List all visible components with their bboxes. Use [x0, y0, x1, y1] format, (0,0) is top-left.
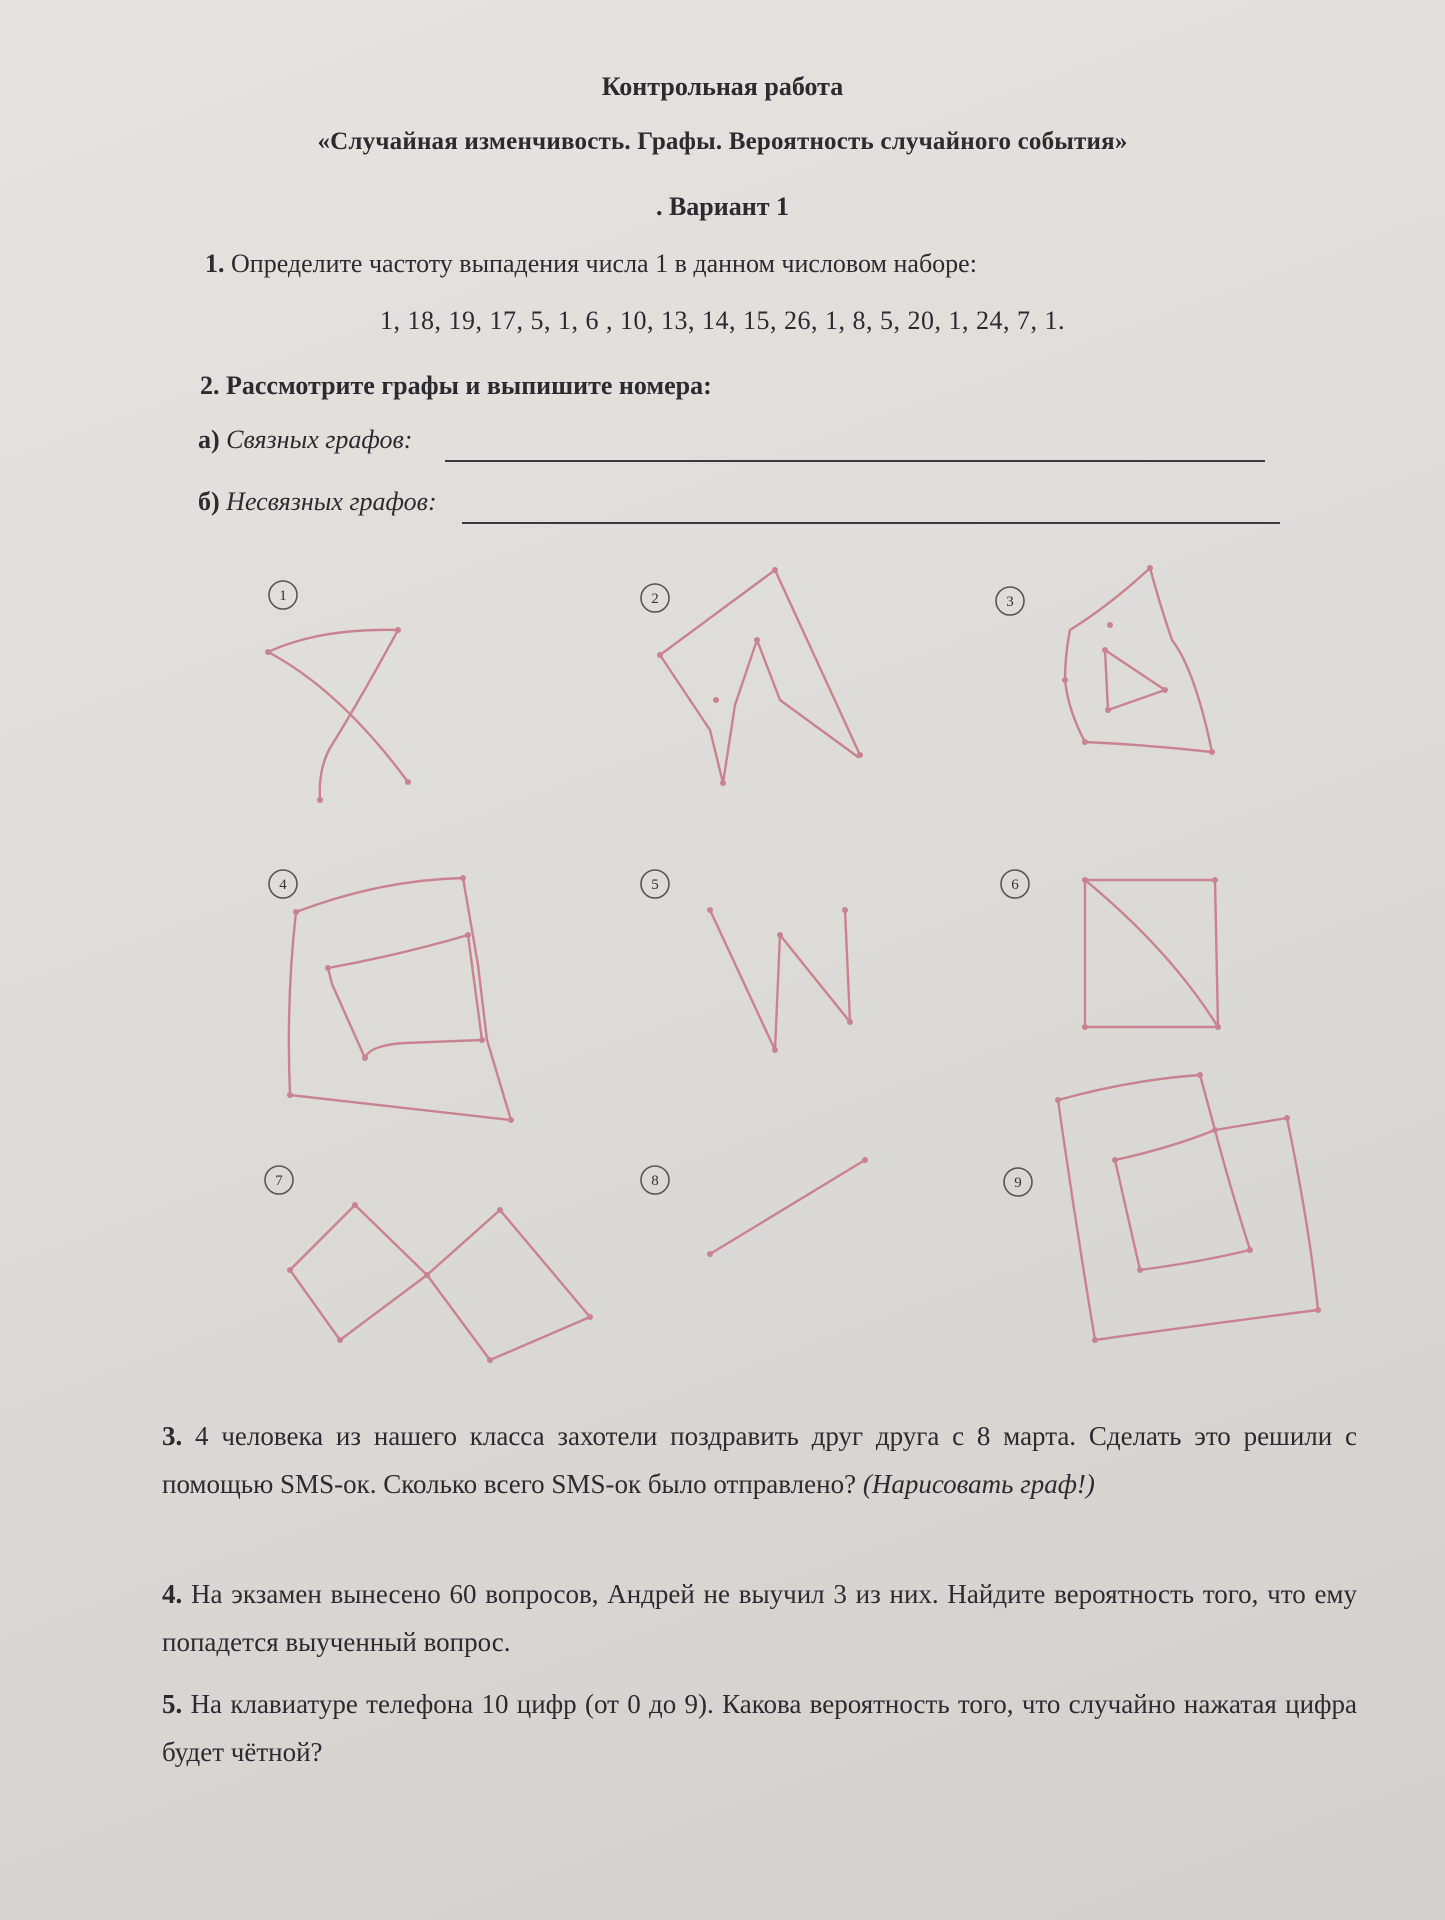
graph-5 [710, 910, 850, 1050]
task-3-number: 3. [162, 1421, 183, 1451]
task-3-text: 4 человека из нашего класса захотели поздравить друг друга с 8 марта. Сделать это решили с помощью SMS-ок. Сколько всего SMS-ок было отправлено? [162, 1421, 1357, 1499]
task-5 [162, 1680, 1357, 1776]
task-4-text: На экзамен вынесено 60 вопросов, Андрей не выучил 3 из них. Найдите вероятность того, что ему попадется выученный вопрос. [162, 1579, 1358, 1657]
graph-7 [290, 1205, 590, 1360]
task-3 [162, 1412, 1357, 1508]
answer-b-text: Несвязных графов: [226, 487, 437, 516]
graph-2 [660, 570, 860, 783]
graph-5-number: 5 [651, 877, 659, 893]
graph-8 [710, 1160, 865, 1254]
graph-6 [1085, 880, 1218, 1027]
task-5-number: 5. [162, 1689, 183, 1719]
answer-a-text: Связных графов: [226, 425, 413, 454]
number-sequence: 1, 18, 19, 17, 5, 1, 6 , 10, 13, 14, 15, 26, 1, 8, 5, 20, 1, 24, 7, 1. [380, 306, 1065, 335]
graph-6-number: 6 [1011, 877, 1019, 893]
task-4-number: 4. [162, 1579, 183, 1609]
page-subtitle: «Случайная изменчивость. Графы. Вероятность случайного события» [317, 128, 1128, 155]
graph-9 [1058, 1075, 1318, 1340]
variant-label: . Вариант 1 [655, 192, 790, 221]
graph-1 [268, 630, 408, 800]
graph-2-number: 2 [651, 591, 659, 607]
graph-4-number: 4 [279, 877, 287, 893]
graph-8-number: 8 [651, 1173, 659, 1189]
graph-1-number: 1 [279, 588, 287, 604]
task-4 [162, 1570, 1357, 1666]
graph-3-number: 3 [1006, 594, 1014, 610]
answer-a-letter: а) [198, 425, 220, 454]
task-1-number: 1. [205, 249, 225, 278]
task-5-text: На клавиатуре телефона 10 цифр (от 0 до 9). Какова вероятность того, что случайно нажатая цифра будет чётной? [162, 1689, 1357, 1767]
task-2-number: 2. [200, 371, 220, 400]
graph-9-number: 9 [1014, 1175, 1022, 1191]
page-title: Контрольная работа [601, 72, 844, 101]
graph-7-number: 7 [275, 1173, 283, 1189]
task-1-text: Определите частоту выпадения числа 1 в данном числовом наборе: [231, 249, 977, 278]
graph-4 [289, 878, 511, 1120]
task-3-note: (Нарисовать граф!) [862, 1469, 1095, 1499]
task-2-text: Рассмотрите графы и выпишите номера: [226, 371, 712, 400]
answer-b-letter: б) [198, 487, 220, 516]
graph-3 [1065, 568, 1212, 752]
